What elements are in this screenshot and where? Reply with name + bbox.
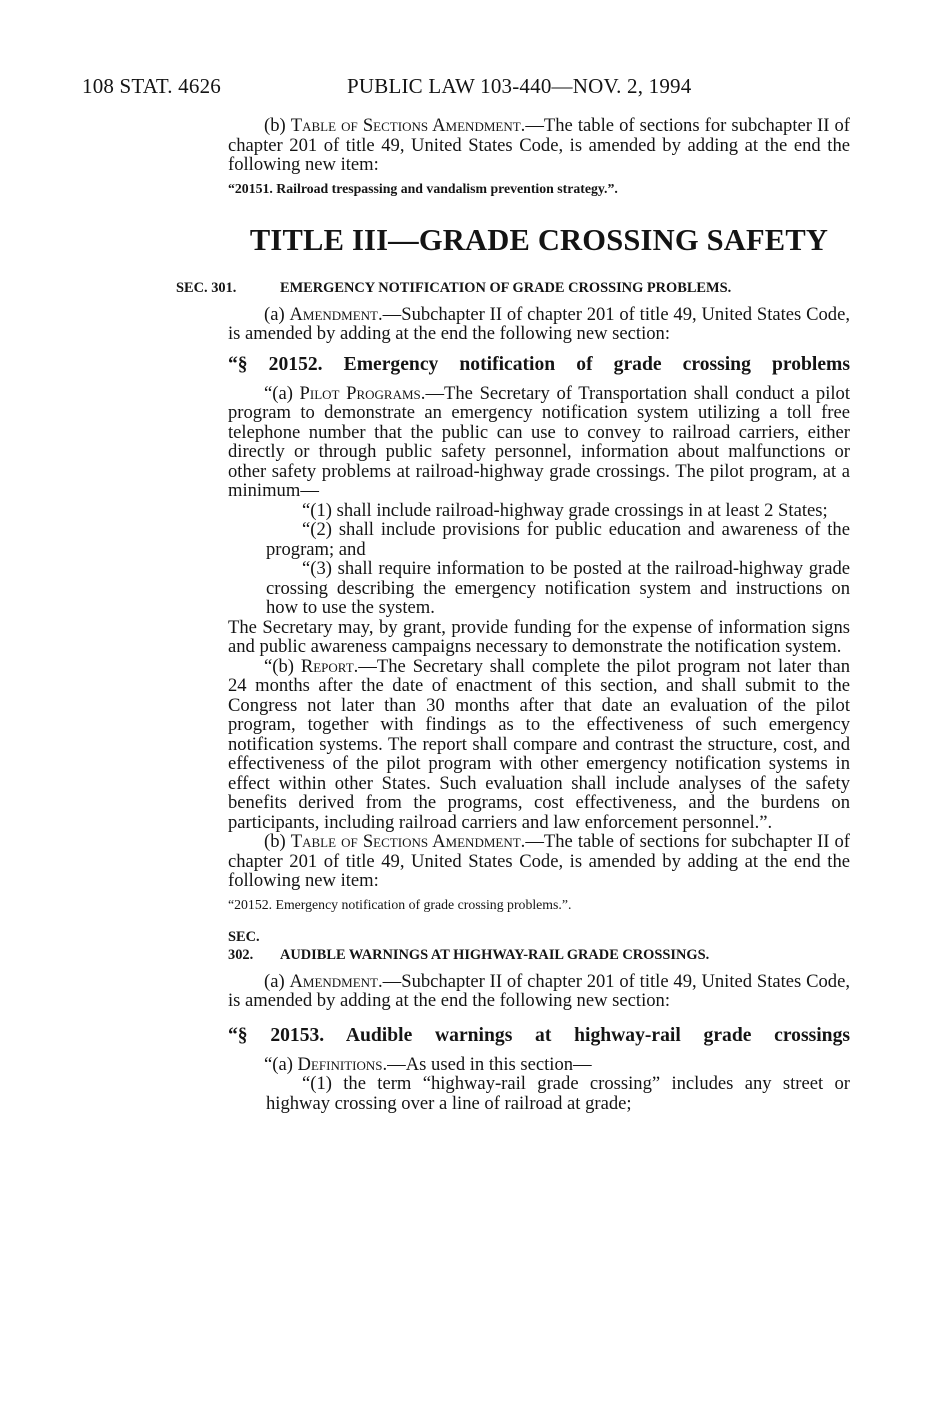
- section-heading: [176, 279, 850, 297]
- new-table-item: “20151. Railroad trespassing and vandalism prevention strategy.”.: [228, 180, 618, 196]
- paragraph-heading: Table of Sections Amendment.: [290, 115, 526, 136]
- table-of-sections-amendment-paragraph: [228, 832, 850, 891]
- pilot-programs-paragraph: [228, 384, 850, 501]
- paragraph-text: —Subchapter II of chapter 201 of title 49, United States Code, is amended by adding at the end the following new section:: [228, 303, 850, 344]
- amendment-paragraph: [228, 305, 850, 344]
- paragraph-text: —Subchapter II of chapter 201 of title 49, United States Code, is amended by adding at the end the following new section:: [228, 970, 850, 1011]
- definitions-paragraph: [228, 1055, 850, 1075]
- text-column: [176, 115, 850, 1114]
- paragraph-text: —The table of sections for subchapter II of chapter 201 of title 49, United States Code, is amended by adding at the end the following new item:: [228, 115, 850, 175]
- section-title: EMERGENCY NOTIFICATION OF GRADE CROSSING PROBLEMS.: [280, 279, 732, 296]
- paragraph-designator: (a): [264, 970, 290, 992]
- paragraph-designator: “(a): [264, 382, 300, 404]
- new-table-item: “20152. Emergency notification of grade crossing problems.”.: [228, 896, 572, 912]
- paragraph-heading: Report.: [300, 655, 359, 677]
- paragraph-heading: Amendment.: [289, 303, 383, 325]
- paragraph-designator: (b): [264, 115, 291, 136]
- table-of-sections-amendment-paragraph: [228, 116, 850, 175]
- new-section-heading: “§ 20152. Emergency notification of grade crossing problems: [228, 353, 850, 375]
- running-header: PUBLIC LAW 103-440—NOV. 2, 1994: [347, 74, 692, 98]
- paragraph-heading: Table of Sections Amendment.: [290, 831, 526, 852]
- paragraph-heading: Definitions.: [297, 1053, 388, 1075]
- list-item: “(3) shall require information to be posted at the railroad-highway grade crossing describing the emergency notification system and instructions on how to use the system.: [266, 558, 850, 618]
- paragraph-text: —The table of sections for subchapter II of chapter 201 of title 49, United States Code, is amended by adding at the end the following new item:: [228, 831, 850, 891]
- paragraph-heading: Pilot Programs.: [299, 382, 426, 404]
- paragraph-designator: (a): [264, 303, 290, 325]
- report-paragraph: [228, 657, 850, 833]
- paragraph-text: —The Secretary shall complete the pilot program not later than 24 months after the date of enactment of this section, and shall submit to the Congress not later than 30 months after that date an evaluation of the pilot program, together with findings as to the effectiveness of such emergency notification systems. The report shall compare and contrast the structure, cost, and effectiveness of the pilot program with other emergency notification systems in effect within other States. Such evaluation shall include analyses of the safety benefits derived from the programs, cost effectiveness, and the burdens on participants, including railroad carriers and law enforcement personnel.”.: [228, 655, 850, 833]
- section-number: SEC. 301.: [176, 279, 237, 296]
- list-item: “(1) the term “highway-rail grade crossing” includes any street or highway crossing over a line of railroad at grade;: [266, 1073, 850, 1114]
- section-number: SEC. 302.: [228, 928, 260, 963]
- section-title: AUDIBLE WARNINGS AT HIGHWAY-RAIL GRADE CROSSINGS.: [280, 946, 710, 963]
- paragraph-heading: Amendment.: [289, 970, 383, 992]
- funding-paragraph: The Secretary may, by grant, provide funding for the expense of information signs and public awareness campaigns necessary to demonstrate the notification system.: [228, 616, 850, 657]
- paragraph-designator: “(a): [264, 1053, 298, 1075]
- section-heading: [228, 928, 850, 964]
- title-heading: TITLE III—GRADE CROSSING SAFETY: [249, 222, 829, 257]
- list-item: “(1) shall include railroad-highway grade crossings in at least 2 States;: [302, 499, 828, 521]
- list-item: “(2) shall include provisions for public education and awareness of the program; and: [266, 519, 850, 560]
- paragraph-text: —The Secretary of Transportation shall conduct a pilot program to demonstrate an emergency notification system utilizing a toll free telephone number that the public can use to convey to railroad carriers, either directly or through public safety personnel, information about malfunctions or other safety problems at railroad-highway grade crossings. The pilot program, at a minimum—: [228, 382, 850, 501]
- paragraph-designator: (b): [264, 831, 291, 852]
- amendment-paragraph: [228, 972, 850, 1011]
- new-section-heading: “§ 20153. Audible warnings at highway-rail grade crossings: [228, 1024, 850, 1046]
- paragraph-text: —As used in this section—: [387, 1053, 592, 1075]
- paragraph-designator: “(b): [264, 655, 301, 677]
- page-reference: 108 STAT. 4626: [82, 74, 221, 98]
